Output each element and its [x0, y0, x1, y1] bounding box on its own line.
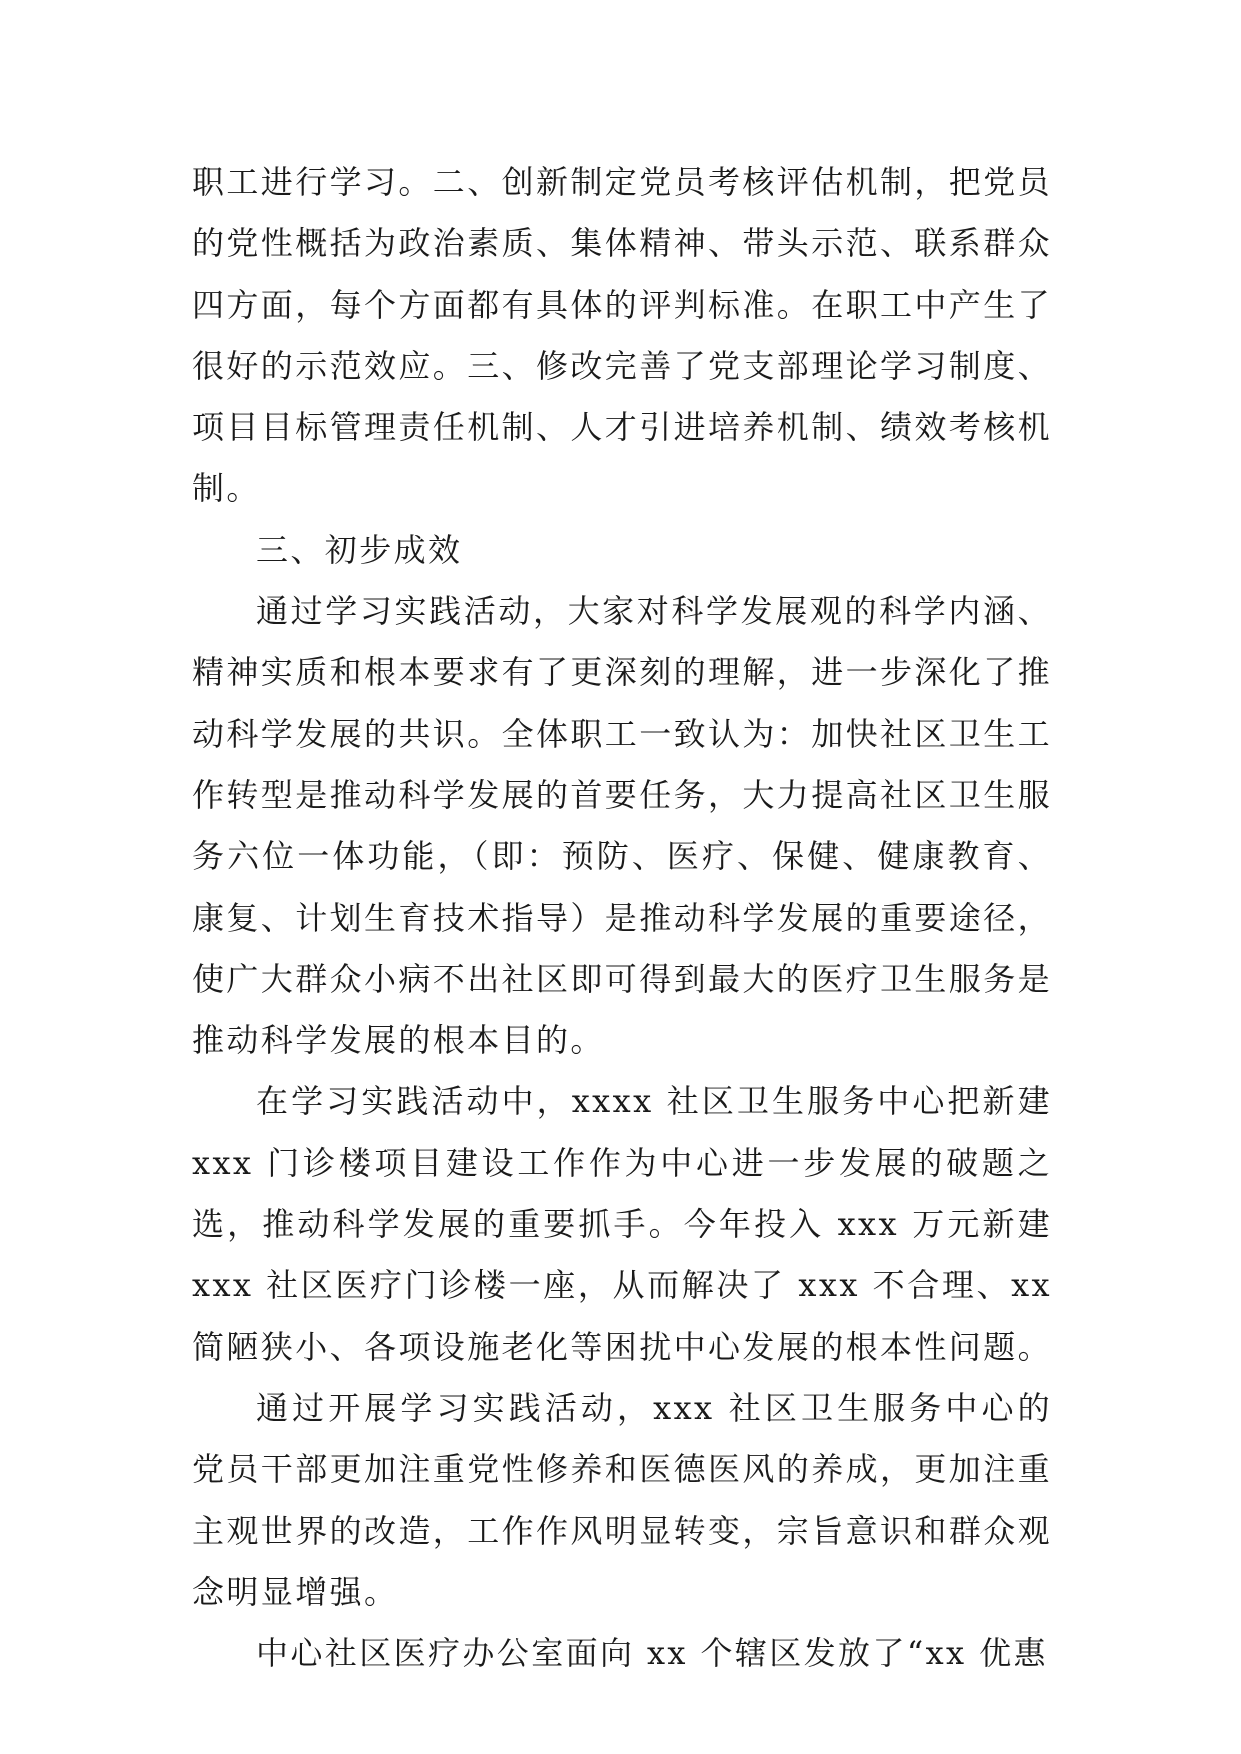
paragraph-continuation: 职工进行学习。二、创新制定党员考核评估机制，把党员的党性概括为政治素质、集体精神、带头示范、联系群众四方面，每个方面都有具体的评判标准。在职工中产生了很好的示范效应。三、修改完善了党支部理论学习制度、项目目标管理责任机制、人才引进培养机制、绩效考核机制。 — [192, 163, 1053, 508]
section-heading-results: 三、初步成效 — [256, 530, 463, 569]
paragraph-clinic-building: 在学习实践活动中，xxxx 社区卫生服务中心把新建 xxx 门诊楼项目建设工作作为中心进一步发展的破题之选，推动科学发展的重要抓手。今年投入 xxx 万元新建 xxx 社区医疗门诊楼一座，从而解决了 xxx 不合理、xx 简陋狭小、各项设施老化等困扰中心发展的根本性问题。 — [192, 1082, 1053, 1366]
document-body — [192, 152, 1052, 1684]
paragraph-medical-office: 中心社区医疗办公室面向 xx 个辖区发放了“xx 优惠 — [256, 1634, 1048, 1673]
paragraph-party-cadres: 通过开展学习实践活动，xxx 社区卫生服务中心的党员干部更加注重党性修养和医德医风的养成，更加注重主观世界的改造，工作作风明显转变，宗旨意识和群众观念明显增强。 — [192, 1388, 1053, 1611]
paragraph-understanding: 通过学习实践活动，大家对科学发展观的科学内涵、精神实质和根本要求有了更深刻的理解，进一步深化了推动科学发展的共识。全体职工一致认为：加快社区卫生工作转型是推动科学发展的首要任务，大力提高社区卫生服务六位一体功能，（即：预防、医疗、保健、健康教育、康复、计划生育技术指导）是推动科学发展的重要途径，使广大群众小病不出社区即可得到最大的医疗卫生服务是推动科学发展的根本目的。 — [192, 592, 1053, 1060]
